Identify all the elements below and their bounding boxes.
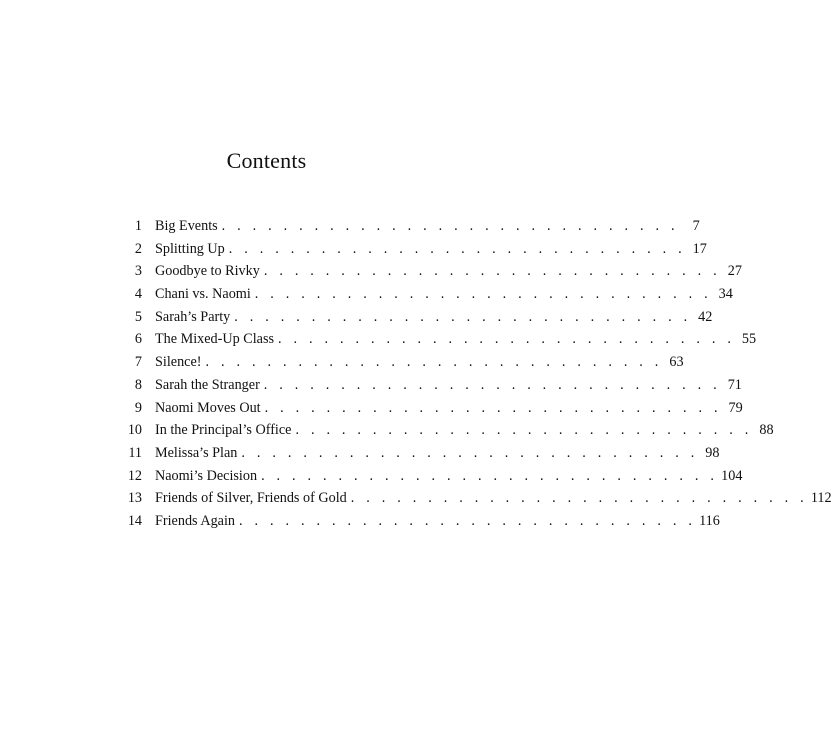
toc-entry-body [155,399,743,417]
toc-entry [118,422,774,445]
page-number: 7 [692,218,700,234]
toc-entry-body [155,354,684,371]
dot-leader: . . . . . . . . . . . . . . . . . . . . . . . . . . . . . . [205,354,663,371]
table-of-contents [118,218,832,536]
chapter-title: Splitting Up [155,240,225,257]
toc-entry [118,467,743,491]
chapter-title: Melissa’s Plan [155,444,238,461]
page-number: 55 [741,331,757,348]
toc-entry-body [155,308,713,326]
toc-entry-body [155,422,774,439]
chapter-title: Naomi Moves Out [155,399,261,416]
toc-entry-body [155,467,743,485]
toc-entry [118,240,707,264]
toc-entry-body [155,376,742,394]
dot-leader: . . . . . . . . . . . . . . . . . . . . . . . . . . . . . . [234,308,692,325]
toc-entry [118,263,742,286]
chapter-number: 8 [134,376,142,393]
dot-leader: . . . . . . . . . . . . . . . . . . . . . . . . . . . . . . [295,422,753,439]
dot-leader: . . . . . . . . . . . . . . . . . . . . . . . . . . . . . . [221,218,679,234]
toc-entry [118,376,742,400]
dot-leader: . . . . . . . . . . . . . . . . . . . . . . . . . . . . . . [263,263,721,280]
page-number: 112 [810,490,832,507]
chapter-title: The Mixed-Up Class [155,331,275,348]
chapter-title: Big Events [155,218,218,234]
page-number: 104 [721,467,743,484]
toc-entry [118,399,743,423]
dot-leader: . . . . . . . . . . . . . . . . . . . . . . . . . . . . . . [228,240,686,257]
page-number: 116 [699,512,720,529]
dot-leader: . . . . . . . . . . . . . . . . . . . . . . . . . . . . . . [264,399,722,416]
toc-entry [118,286,733,309]
chapter-number: 1 [134,218,142,234]
toc-entry-body [155,331,757,348]
toc-entry [118,490,832,513]
toc-entry-body [155,286,733,303]
dot-leader: . . . . . . . . . . . . . . . . . . . . . . . . . . . . . . [263,376,721,393]
chapter-title: Friends Again [155,512,235,529]
chapter-number: 3 [134,263,142,280]
page-title: Contents [226,148,307,173]
chapter-title: Friends of Silver, Friends of Gold [155,490,347,507]
dot-leader: . . . . . . . . . . . . . . . . . . . . . . . . . . . . . . [241,444,699,461]
page-number: 63 [669,354,684,371]
page-number: 17 [692,240,707,257]
chapter-title: Goodbye to Rivky [155,263,260,280]
chapter-title: Silence! [155,354,202,371]
chapter-number: 6 [134,331,142,348]
chapter-title: In the Principal’s Office [155,422,292,439]
page-number: 79 [728,399,743,416]
toc-entry [118,444,720,468]
page-number: 98 [705,444,720,461]
chapter-title: Naomi’s Decision [155,467,258,484]
chapter-title: Sarah the Stranger [155,376,260,393]
chapter-number: 14 [127,512,142,529]
toc-entry-body [155,218,700,235]
chapter-number: 10 [127,422,142,439]
chapter-number: 9 [134,399,142,416]
dot-leader: . . . . . . . . . . . . . . . . . . . . . . . . . . . . . . [254,286,712,303]
toc-entry-body [155,263,742,280]
toc-entry-body [155,512,720,530]
chapter-number: 11 [128,444,142,461]
page-number: 42 [698,308,713,325]
page-number: 34 [718,286,733,303]
chapter-number: 2 [134,240,142,257]
dot-leader: . . . . . . . . . . . . . . . . . . . . . . . . . . . . . . [350,490,808,507]
toc-entry [118,308,713,332]
chapter-number: 4 [134,286,142,303]
chapter-number: 7 [134,354,142,371]
toc-entry-body [155,444,720,462]
page-number: 88 [759,422,774,439]
toc-entry [118,512,720,536]
dot-leader: . . . . . . . . . . . . . . . . . . . . . . . . . . . . . . [239,512,697,529]
chapter-title: Sarah’s Party [155,308,231,325]
chapter-title: Chani vs. Naomi [155,286,251,303]
toc-entry [118,218,700,241]
dot-leader: . . . . . . . . . . . . . . . . . . . . . . . . . . . . . . [278,331,736,348]
page-number: 71 [727,376,742,393]
chapter-number: 13 [127,490,142,507]
toc-entry-body [155,240,707,258]
toc-entry-body [155,490,832,507]
chapter-number: 12 [127,467,142,484]
toc-entry [118,354,684,377]
toc-entry [118,331,757,354]
dot-leader: . . . . . . . . . . . . . . . . . . . . . . . . . . . . . . [261,467,719,484]
chapter-number: 5 [134,308,142,325]
page-number: 27 [727,263,742,280]
